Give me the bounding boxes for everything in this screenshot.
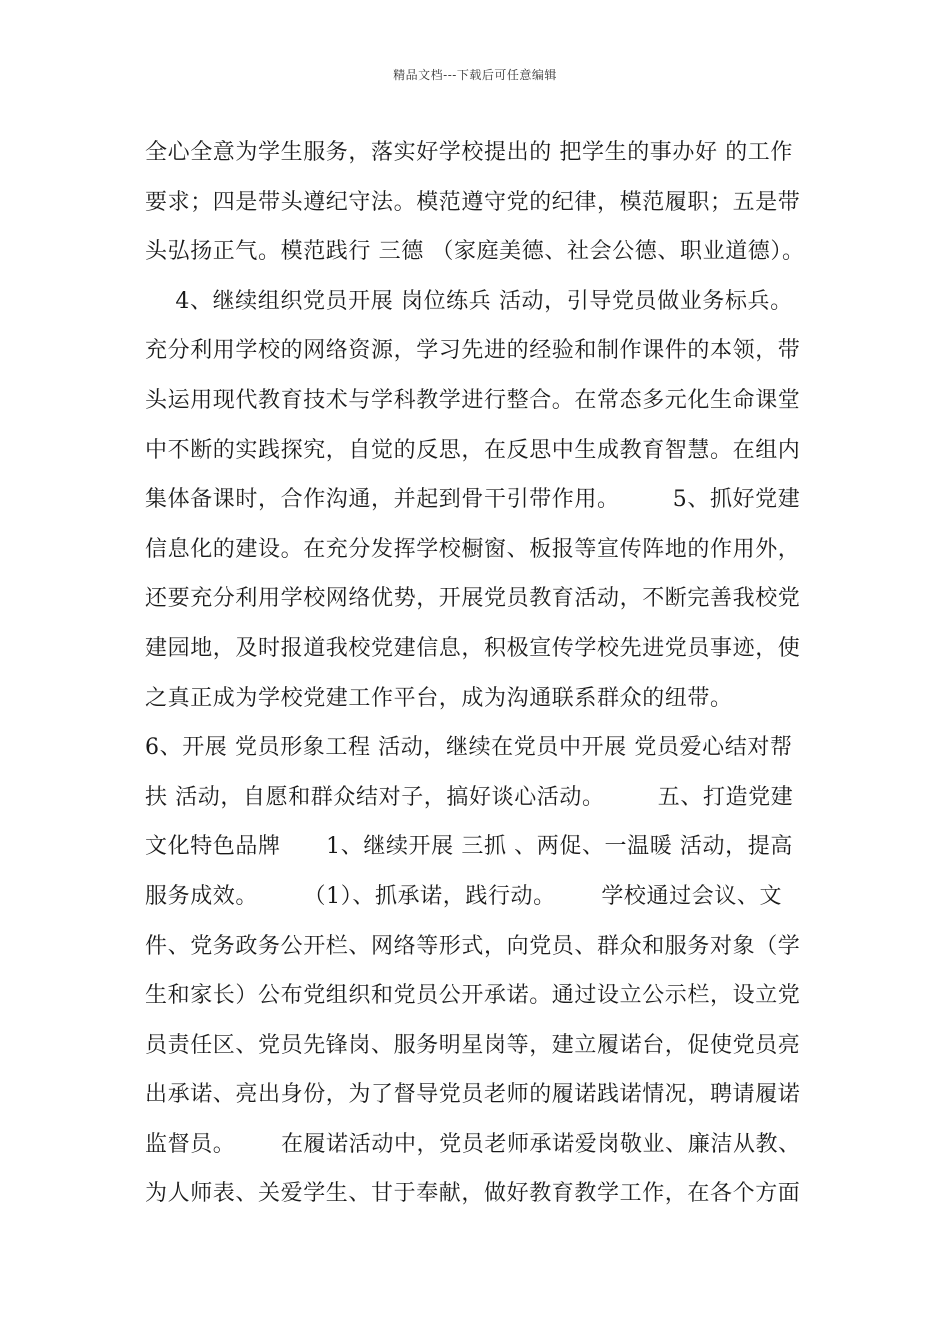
text-line: 监督员。 在履诺活动中，党员老师承诺爱岗敬业、廉洁从教、: [145, 1131, 801, 1157]
text-line: 建园地，及时报道我校党建信息，积极宣传学校先进党员事迹，使: [145, 635, 801, 661]
text-line: 还要充分利用学校网络优势，开展党员教育活动，不断完善我校党: [145, 586, 801, 612]
text-line: 扶 活动，自愿和群众结对子，搞好谈心活动。 五、打造党建: [145, 784, 794, 810]
text-line: 件、党务政务公开栏、网络等形式，向党员、群众和服务对象（学: [145, 933, 801, 959]
text-line: 中不断的实践探究，自觉的反思，在反思中生成教育智慧。在组内: [145, 437, 801, 463]
text-line: 生和家长）公布党组织和党员公开承诺。通过设立公示栏，设立党: [145, 983, 801, 1009]
page-header: 精品文档---下载后可任意编辑: [393, 68, 557, 82]
text-line: 6、开展 党员形象工程 活动，继续在党员中开展 党员爱心结对帮: [145, 735, 793, 761]
text-line: 要求；四是带头遵纪守法。模范遵守党的纪律，模范履职；五是带: [145, 189, 801, 215]
text-line: 4、继续组织党员开展 岗位练兵 活动，引导党员做业务标兵。: [145, 288, 793, 314]
text-line: 出承诺、亮出身份，为了督导党员老师的履诺践诺情况，聘请履诺: [145, 1082, 801, 1108]
text-line: 全心全意为学生服务，落实好学校提出的 把学生的事办好 的工作: [145, 140, 793, 165]
text-line: 员责任区、党员先锋岗、服务明星岗等，建立履诺台，促使党员亮: [145, 1032, 801, 1058]
text-line: 为人师表、关爱学生、甘于奉献，做好教育教学工作，在各个方面: [145, 1181, 801, 1207]
text-line: 头弘扬正气。模范践行 三德 （家庭美德、社会公德、职业道德）。: [145, 239, 805, 265]
text-line: 集体备课时，合作沟通，并起到骨干引带作用。 5、抓好党建: [145, 487, 801, 513]
text-line: 头运用现代教育技术与学科教学进行整合。在常态多元化生命课堂: [145, 387, 801, 413]
text-line: 信息化的建设。在充分发挥学校橱窗、板报等宣传阵地的作用外，: [145, 536, 801, 562]
text-line: 文化特色品牌 1、继续开展 三抓 、两促、一温暖 活动，提高: [145, 834, 793, 860]
text-line: 服务成效。 （1）、抓承诺，践行动。 学校通过会议、文: [145, 883, 783, 909]
text-line: 之真正成为学校党建工作平台，成为沟通联系群众的纽带。: [145, 685, 733, 711]
body-text: [145, 128, 845, 1219]
text-line: 充分利用学校的网络资源，学习先进的经验和制作课件的本领，带: [145, 338, 801, 364]
